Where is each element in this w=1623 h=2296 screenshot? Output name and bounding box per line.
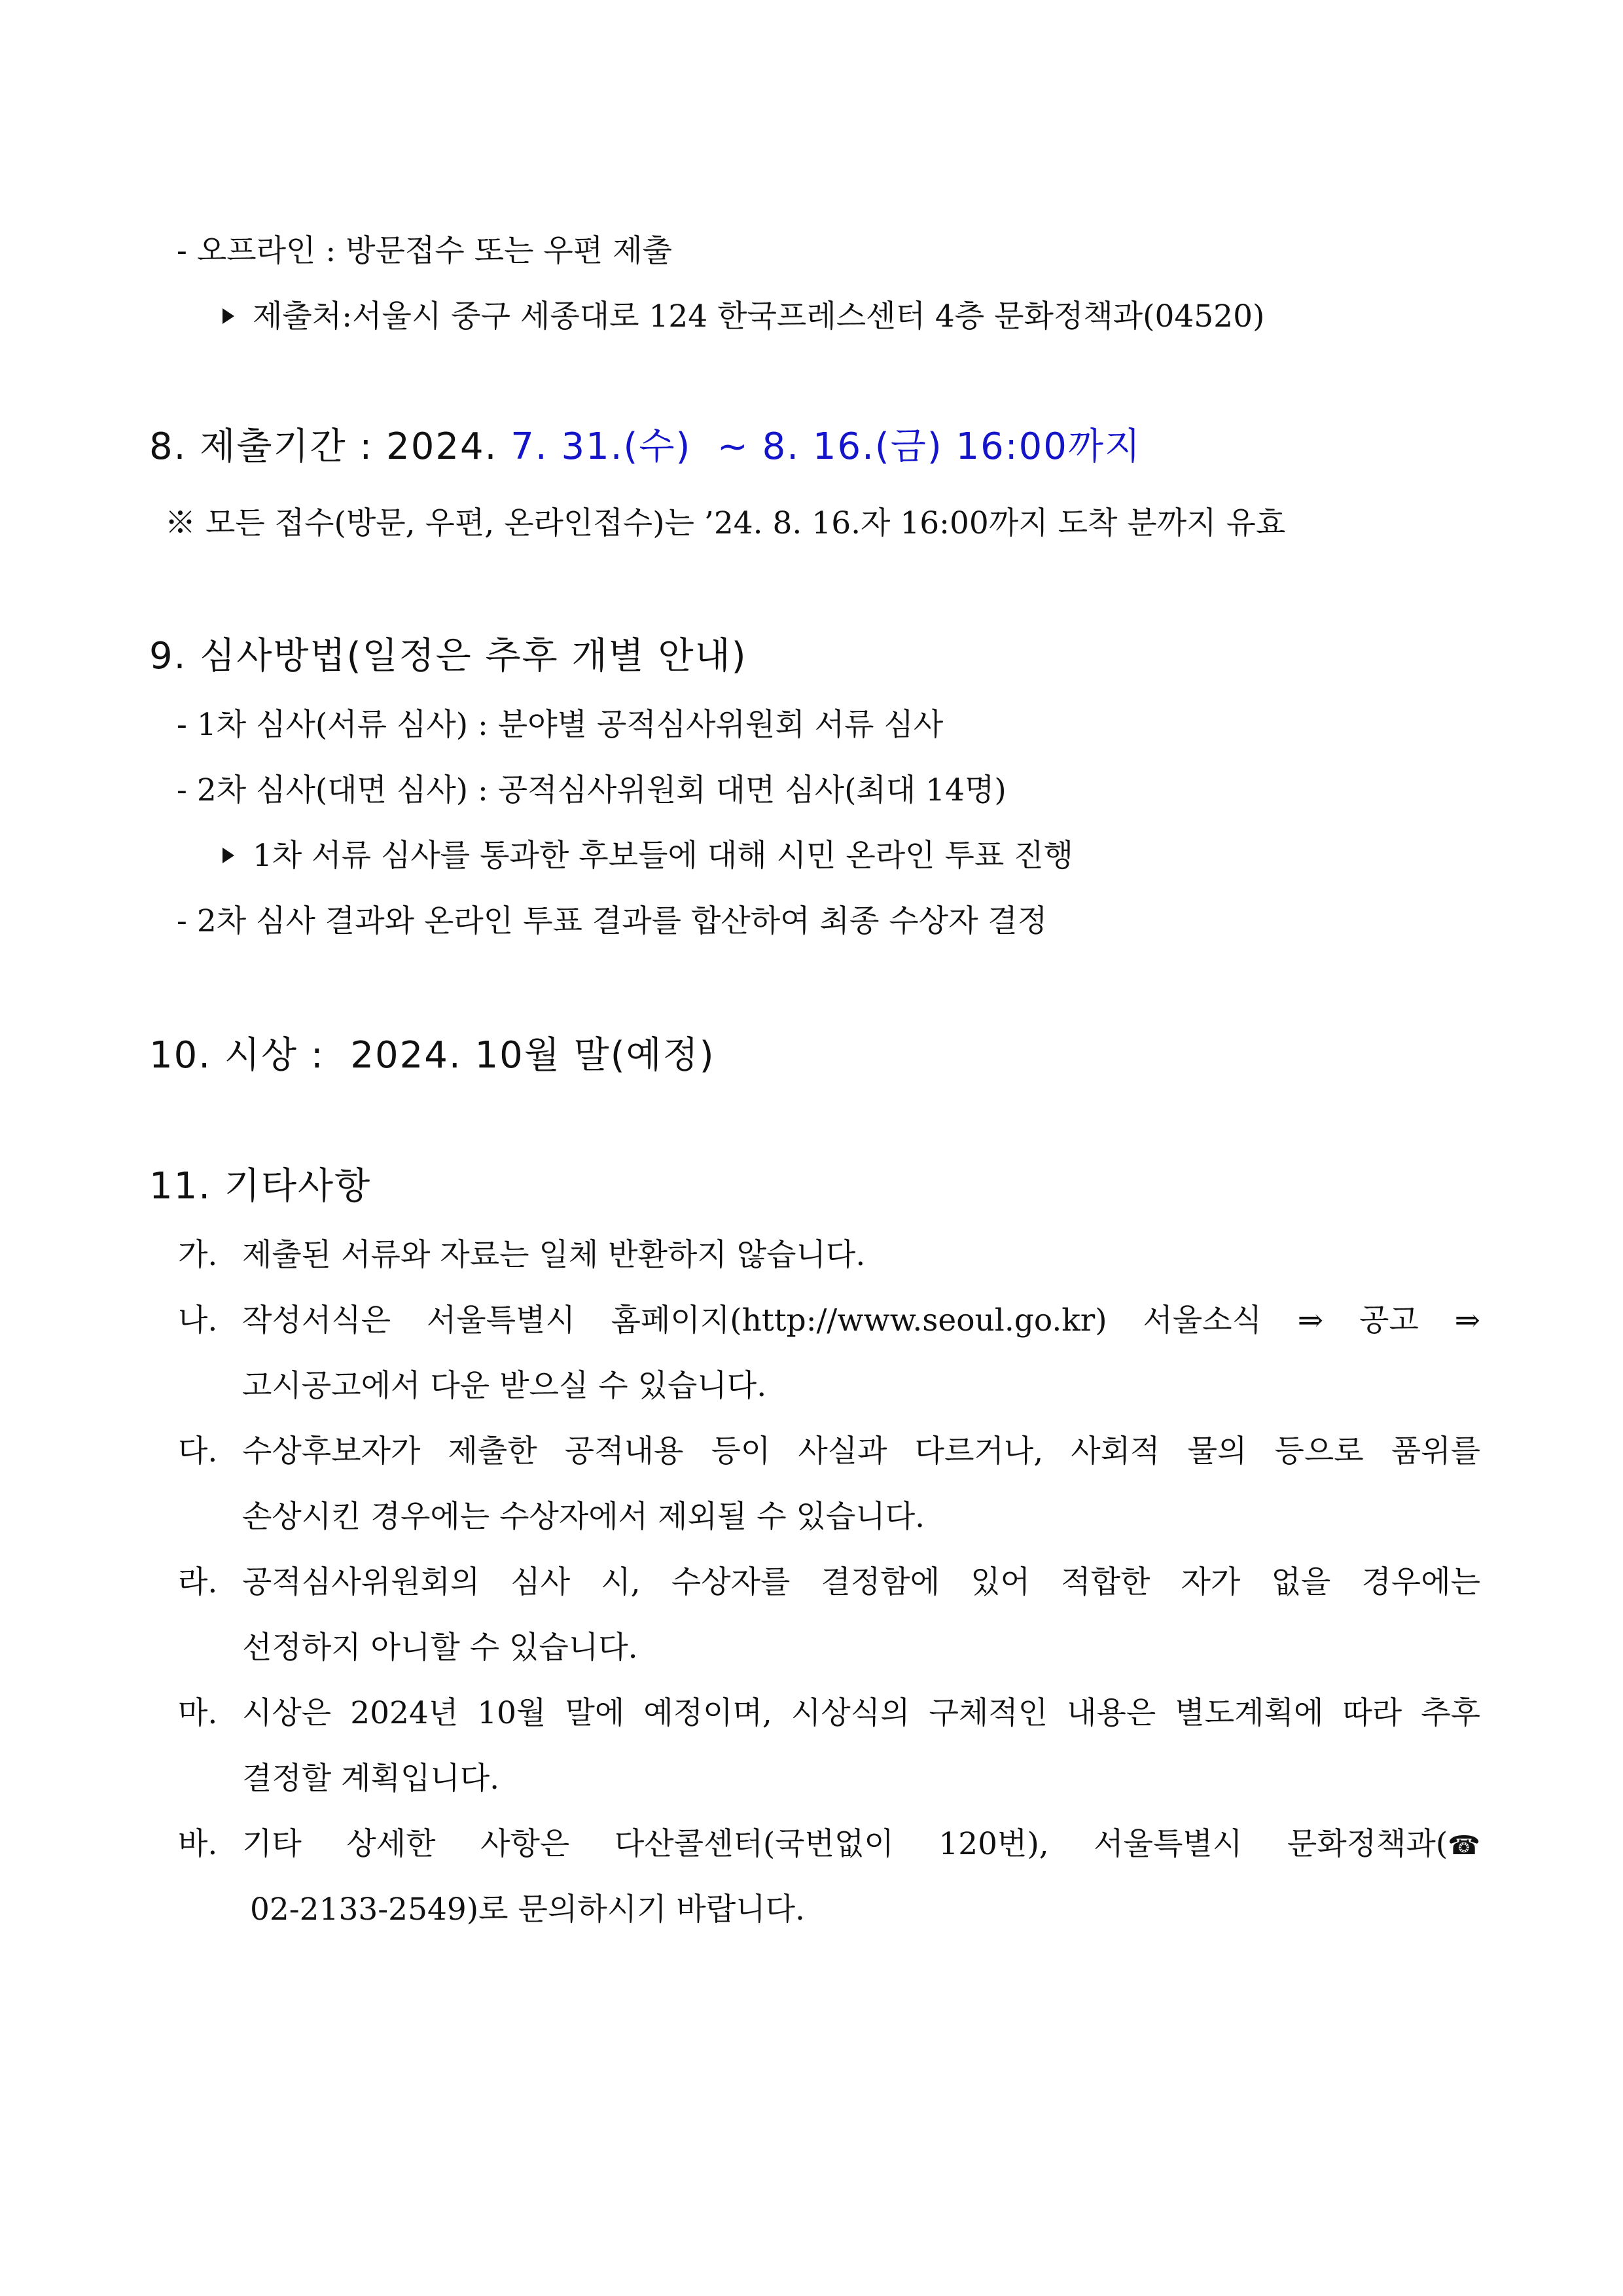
section9-item-3-line [223, 831, 1073, 875]
item-ra-text-2: 선정하지 아니할 수 있습니다. [242, 1630, 638, 1666]
submission-address: 제출처:서울시 중구 세종대로 124 한국프레스센터 4층 문화정책과(04520) [253, 298, 1265, 334]
item-ba-marker: 바. [178, 1826, 218, 1862]
item-ga-marker: 가. [178, 1237, 218, 1273]
item-na-text-2: 고시공고에서 다운 받으실 수 있습니다. [242, 1368, 767, 1404]
section9-heading: 9. 심사방법(일정은 추후 개별 안내) [149, 635, 747, 677]
section11-heading: 11. 기타사항 [149, 1165, 372, 1208]
section10-heading: 10. 시상 : 2024. 10월 말(예정) [149, 1034, 715, 1077]
offline-submission-line: - 오프라인 : 방문접수 또는 우편 제출 [177, 233, 672, 269]
item-na-marker: 나. [178, 1302, 218, 1338]
item-da-text-1: 수상후보자가 제출한 공적내용 등이 사실과 다르거나, 사회적 물의 등으로 품위를 [242, 1433, 1480, 1469]
item-na-text-1: 작성서식은 서울특별시 홈페이지(http://www.seoul.go.kr) 서울소식 ⇒ 공고 ⇒ [242, 1302, 1480, 1338]
section9-item-2: - 2차 심사(대면 심사) : 공적심사위원회 대면 심사(최대 14명) [177, 772, 1007, 808]
item-ra-marker: 라. [178, 1564, 218, 1600]
item-da-text-2: 손상시킨 경우에는 수상자에서 제외될 수 있습니다. [242, 1499, 925, 1535]
section8-label: 8. 제출기간 : 2024. [149, 425, 498, 468]
item-ma-text-1: 시상은 2024년 10월 말에 예정이며, 시상식의 구체적인 내용은 별도계획에 따라 추후 [242, 1695, 1480, 1731]
item-ga-text: 제출된 서류와 자료는 일체 반환하지 않습니다. [242, 1237, 866, 1273]
section9-item-1: - 1차 심사(서류 심사) : 분야별 공적심사위원회 서류 심사 [177, 707, 944, 743]
item-da-marker: 다. [178, 1433, 218, 1469]
item-ma-text-2: 결정할 계획입니다. [242, 1761, 500, 1797]
section9-item-4: - 2차 심사 결과와 온라인 투표 결과를 합산하여 최종 수상자 결정 [177, 903, 1048, 939]
submission-address-line [223, 292, 1264, 336]
section8-period: 7. 31.(수) ~ 8. 16.(금) 16:00까지 [510, 425, 1142, 468]
section8-heading [149, 418, 1141, 470]
item-ba-text-1: 기타 상세한 사항은 다산콜센터(국번없이 120번), 서울특별시 문화정책과( [242, 1826, 1448, 1862]
item-ba-text-1-line [242, 1820, 1480, 1863]
item-ra-text-1: 공적심사위원회의 심사 시, 수상자를 결정함에 있어 적합한 자가 없을 경우에는 [242, 1564, 1480, 1600]
bullet-triangle-icon [223, 308, 234, 324]
phone-icon: ☎ [1448, 1831, 1480, 1861]
section9-item-3: 1차 서류 심사를 통과한 후보들에 대해 시민 온라인 투표 진행 [253, 838, 1074, 874]
bullet-triangle-icon [223, 848, 234, 863]
section8-note: ※ 모든 접수(방문, 우편, 온라인접수)는 ’24. 8. 16.자 16:00까지 도착 분까지 유효 [165, 505, 1286, 541]
item-ba-text-2: 02-2133-2549)로 문의하시기 바랍니다. [250, 1892, 805, 1928]
item-ma-marker: 마. [178, 1695, 218, 1731]
